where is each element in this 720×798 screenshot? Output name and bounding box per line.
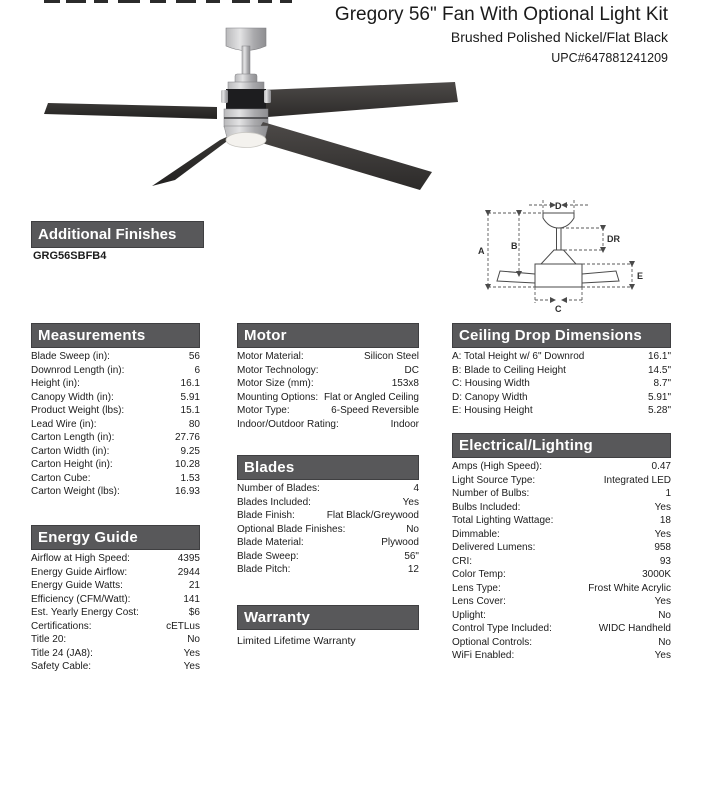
spec-label: E: Housing Height <box>452 405 533 416</box>
spec-row <box>31 552 200 566</box>
spec-value: 5.28" <box>647 405 671 416</box>
section-measurements <box>31 323 200 499</box>
spec-row <box>237 418 419 432</box>
diagram-blade <box>497 271 535 283</box>
spec-label: Safety Cable: <box>31 661 92 672</box>
diagram-label-b: B <box>511 241 518 251</box>
spec-row <box>452 622 671 636</box>
spec-row <box>31 445 200 459</box>
spec-value: 16.1" <box>647 351 671 362</box>
spec-label: Motor Size (mm): <box>237 378 314 389</box>
spec-row <box>452 636 671 650</box>
spec-value: 6-Speed Reversible <box>331 405 419 416</box>
spec-value: Integrated LED <box>603 474 671 486</box>
spec-label: Blade Finish: <box>237 510 295 521</box>
spec-value: 4395 <box>177 553 200 564</box>
page-title: Gregory 56" Fan With Optional Light Kit <box>334 4 668 25</box>
spec-label: Efficiency (CFM/Watt): <box>31 593 131 605</box>
section-blades <box>237 455 419 577</box>
spec-label: Product Weight (lbs): <box>31 405 125 416</box>
spec-row <box>31 606 200 620</box>
spec-label: Carton Width (in): <box>31 445 110 457</box>
spec-value: Indoor <box>390 418 419 430</box>
spec-value: 15.1 <box>180 405 200 416</box>
spec-value: cETLus <box>166 620 200 632</box>
page-finish-subtitle: Brushed Polished Nickel/Flat Black <box>450 29 668 45</box>
spec-label: Carton Weight (lbs): <box>31 486 120 497</box>
spec-value: 3000K <box>642 569 671 580</box>
spec-label: Lens Type: <box>452 582 501 594</box>
spec-row <box>31 391 200 405</box>
fan-blade <box>252 122 432 190</box>
spec-label: Optional Blade Finishes: <box>237 523 346 535</box>
spec-value: 0.47 <box>651 461 671 472</box>
spec-label: Delivered Lumens: <box>452 542 536 553</box>
spec-value: 1 <box>665 488 671 499</box>
spec-value: 5.91" <box>647 391 671 403</box>
spec-value: Yes <box>654 650 671 661</box>
fan-blade <box>255 82 458 118</box>
spec-value: 6 <box>194 364 200 376</box>
section-heading: Motor <box>237 323 419 348</box>
spec-row <box>452 474 671 488</box>
spec-label: Blade Pitch: <box>237 564 291 575</box>
section-motor <box>237 323 419 431</box>
spec-value: 27.76 <box>174 432 200 443</box>
spec-label: Carton Length (in): <box>31 432 115 443</box>
spec-value: 9.25 <box>180 445 200 457</box>
spec-label: Blade Sweep (in): <box>31 351 110 362</box>
spec-row <box>452 377 671 391</box>
diagram-label-a: A <box>478 246 485 256</box>
spec-label: Control Type Included: <box>452 623 552 634</box>
spec-label: Energy Guide Airflow: <box>31 566 128 578</box>
spec-label: Motor Material: <box>237 351 304 362</box>
spec-value: 958 <box>654 542 671 553</box>
spec-row <box>237 536 419 550</box>
diagram-cone <box>541 250 576 264</box>
spec-value: No <box>406 523 419 535</box>
fan-downrod <box>242 46 250 76</box>
upc-code: UPC#647881241209 <box>551 51 668 65</box>
diagram-label-d: D <box>555 201 562 211</box>
spec-value: 14.5" <box>647 364 671 376</box>
spec-value: 4 <box>413 483 419 494</box>
spec-label: Color Temp: <box>452 569 506 580</box>
spec-row <box>31 485 200 499</box>
spec-label: Number of Blades: <box>237 483 320 494</box>
spec-row <box>31 458 200 472</box>
spec-row <box>452 582 671 596</box>
spec-row <box>237 391 419 405</box>
section-heading: Electrical/Lighting <box>452 433 671 458</box>
spec-row <box>452 649 671 663</box>
warranty-text: Limited Lifetime Warranty <box>237 635 356 647</box>
spec-label: Carton Height (in): <box>31 459 113 470</box>
fan-motor-band <box>226 89 266 111</box>
diagram-label-dr: DR <box>607 234 620 244</box>
spec-label: B: Blade to Ceiling Height <box>452 364 566 376</box>
spec-label: Number of Bulbs: <box>452 488 530 499</box>
spec-row <box>452 555 671 569</box>
spec-value: No <box>658 609 671 621</box>
spec-label: Blade Sweep: <box>237 550 299 562</box>
spec-row <box>31 566 200 580</box>
spec-value: 80 <box>188 418 200 430</box>
section-electrical-lighting <box>452 433 671 663</box>
spec-value: DC <box>404 364 419 376</box>
spec-label: Mounting Options: <box>237 391 319 403</box>
spec-label: D: Canopy Width <box>452 391 528 403</box>
spec-value: Yes <box>183 661 200 672</box>
spec-row <box>237 550 419 564</box>
spec-value: Yes <box>654 528 671 540</box>
spec-value: $6 <box>188 607 200 618</box>
spec-value: 141 <box>183 593 200 605</box>
spec-row <box>31 404 200 418</box>
spec-value: Flat Black/Greywood <box>326 510 419 521</box>
spec-row <box>452 487 671 501</box>
spec-label: Downrod Length (in): <box>31 364 125 376</box>
spec-value: Yes <box>402 496 419 508</box>
spec-label: Lens Cover: <box>452 596 506 607</box>
spec-row <box>31 593 200 607</box>
spec-label: Certifications: <box>31 620 92 632</box>
spec-value: 18 <box>659 515 671 526</box>
spec-label: Title 24 (JA8): <box>31 647 93 659</box>
diagram-label-e: E <box>637 271 644 281</box>
spec-row <box>452 404 671 418</box>
spec-row <box>237 364 419 378</box>
spec-value: 12 <box>407 564 419 575</box>
spec-label: Airflow at High Speed: <box>31 553 130 564</box>
diagram-blade <box>582 271 619 283</box>
spec-row <box>237 563 419 577</box>
spec-label: Amps (High Speed): <box>452 461 543 472</box>
spec-row <box>31 431 200 445</box>
spec-label: Light Source Type: <box>452 474 536 486</box>
section-warranty <box>237 605 419 648</box>
fan-light-lens <box>226 133 266 148</box>
spec-row <box>237 496 419 510</box>
fan-blade <box>44 103 217 119</box>
spec-value: 1.53 <box>180 472 200 484</box>
spec-label: Uplight: <box>452 609 486 621</box>
spec-row <box>452 501 671 515</box>
spec-label: Blades Included: <box>237 496 311 508</box>
fan-motor-clip <box>221 90 228 103</box>
spec-value: 56" <box>404 550 419 562</box>
spec-row <box>452 528 671 542</box>
spec-row <box>237 509 419 523</box>
spec-label: Height (in): <box>31 378 80 389</box>
spec-label: Dimmable: <box>452 528 500 540</box>
section-heading: Blades <box>237 455 419 480</box>
spec-row <box>31 350 200 364</box>
spec-value: 56 <box>188 351 200 362</box>
spec-row <box>31 377 200 391</box>
spec-row <box>452 609 671 623</box>
spec-label: CRI: <box>452 555 472 567</box>
spec-row <box>452 460 671 474</box>
spec-row <box>452 364 671 378</box>
spec-row <box>237 482 419 496</box>
spec-row <box>452 514 671 528</box>
ceiling-drop-diagram <box>455 192 685 320</box>
section-heading: Ceiling Drop Dimensions <box>452 323 671 348</box>
spec-label: Blade Material: <box>237 537 304 548</box>
spec-row <box>452 391 671 405</box>
spec-value: 16.1 <box>180 378 200 389</box>
spec-value: Yes <box>183 647 200 659</box>
model-number: GRG56SBFB4 <box>33 250 107 262</box>
spec-label: A: Total Height w/ 6" Downrod <box>452 351 585 362</box>
fan-motor-clip <box>264 90 271 103</box>
spec-row <box>31 472 200 486</box>
spec-row <box>237 404 419 418</box>
spec-label: Carton Cube: <box>31 472 91 484</box>
spec-value: 8.7" <box>653 378 671 389</box>
spec-value: Frost White Acrylic <box>588 582 671 594</box>
section-ceiling-drop-dimensions <box>452 323 671 418</box>
spec-value: 16.93 <box>174 486 200 497</box>
spec-value: 10.28 <box>174 459 200 470</box>
spec-value: 153x8 <box>391 378 419 389</box>
diagram-canopy <box>543 213 574 228</box>
spec-row <box>31 579 200 593</box>
spec-value: 21 <box>188 580 200 591</box>
spec-label: C: Housing Width <box>452 378 530 389</box>
spec-row <box>31 633 200 647</box>
diagram-label-c: C <box>555 304 562 314</box>
spec-label: Title 20: <box>31 634 67 645</box>
spec-row <box>237 350 419 364</box>
spec-value: Silicon Steel <box>363 351 419 362</box>
spec-label: Lead Wire (in): <box>31 418 97 430</box>
diagram-housing <box>535 264 582 287</box>
section-heading: Warranty <box>237 605 419 630</box>
spec-value: Plywood <box>381 537 419 548</box>
spec-value: WIDC Handheld <box>598 623 671 634</box>
spec-row <box>31 620 200 634</box>
spec-label: WiFi Enabled: <box>452 650 515 661</box>
spec-row <box>31 418 200 432</box>
spec-row <box>452 568 671 582</box>
spec-value: No <box>187 634 200 645</box>
spec-label: Bulbs Included: <box>452 501 521 513</box>
spec-value: Yes <box>654 501 671 513</box>
spec-label: Motor Type: <box>237 405 290 416</box>
spec-row <box>237 377 419 391</box>
spec-row <box>31 660 200 674</box>
spec-label: Canopy Width (in): <box>31 391 114 403</box>
spec-row <box>31 364 200 378</box>
spec-value: 2944 <box>177 566 200 578</box>
spec-label: Indoor/Outdoor Rating: <box>237 418 339 430</box>
spec-label: Optional Controls: <box>452 636 533 648</box>
spec-value: 93 <box>659 555 671 567</box>
spec-value: No <box>658 636 671 648</box>
spec-label: Est. Yearly Energy Cost: <box>31 607 139 618</box>
section-heading: Energy Guide <box>31 525 200 550</box>
spec-label: Energy Guide Watts: <box>31 580 123 591</box>
fan-product-image <box>40 22 460 217</box>
spec-row <box>452 595 671 609</box>
section-energy-guide <box>31 525 200 674</box>
spec-label: Total Lighting Wattage: <box>452 515 554 526</box>
spec-value: 5.91 <box>180 391 200 403</box>
spec-row <box>31 647 200 661</box>
spec-row <box>452 350 671 364</box>
spec-row <box>452 541 671 555</box>
spec-row <box>237 523 419 537</box>
section-heading: Measurements <box>31 323 200 348</box>
additional-finishes-heading: Additional Finishes <box>31 221 204 248</box>
spec-value: Yes <box>654 596 671 607</box>
spec-label: Motor Technology: <box>237 364 319 376</box>
spec-value: Flat or Angled Ceiling <box>323 391 419 403</box>
